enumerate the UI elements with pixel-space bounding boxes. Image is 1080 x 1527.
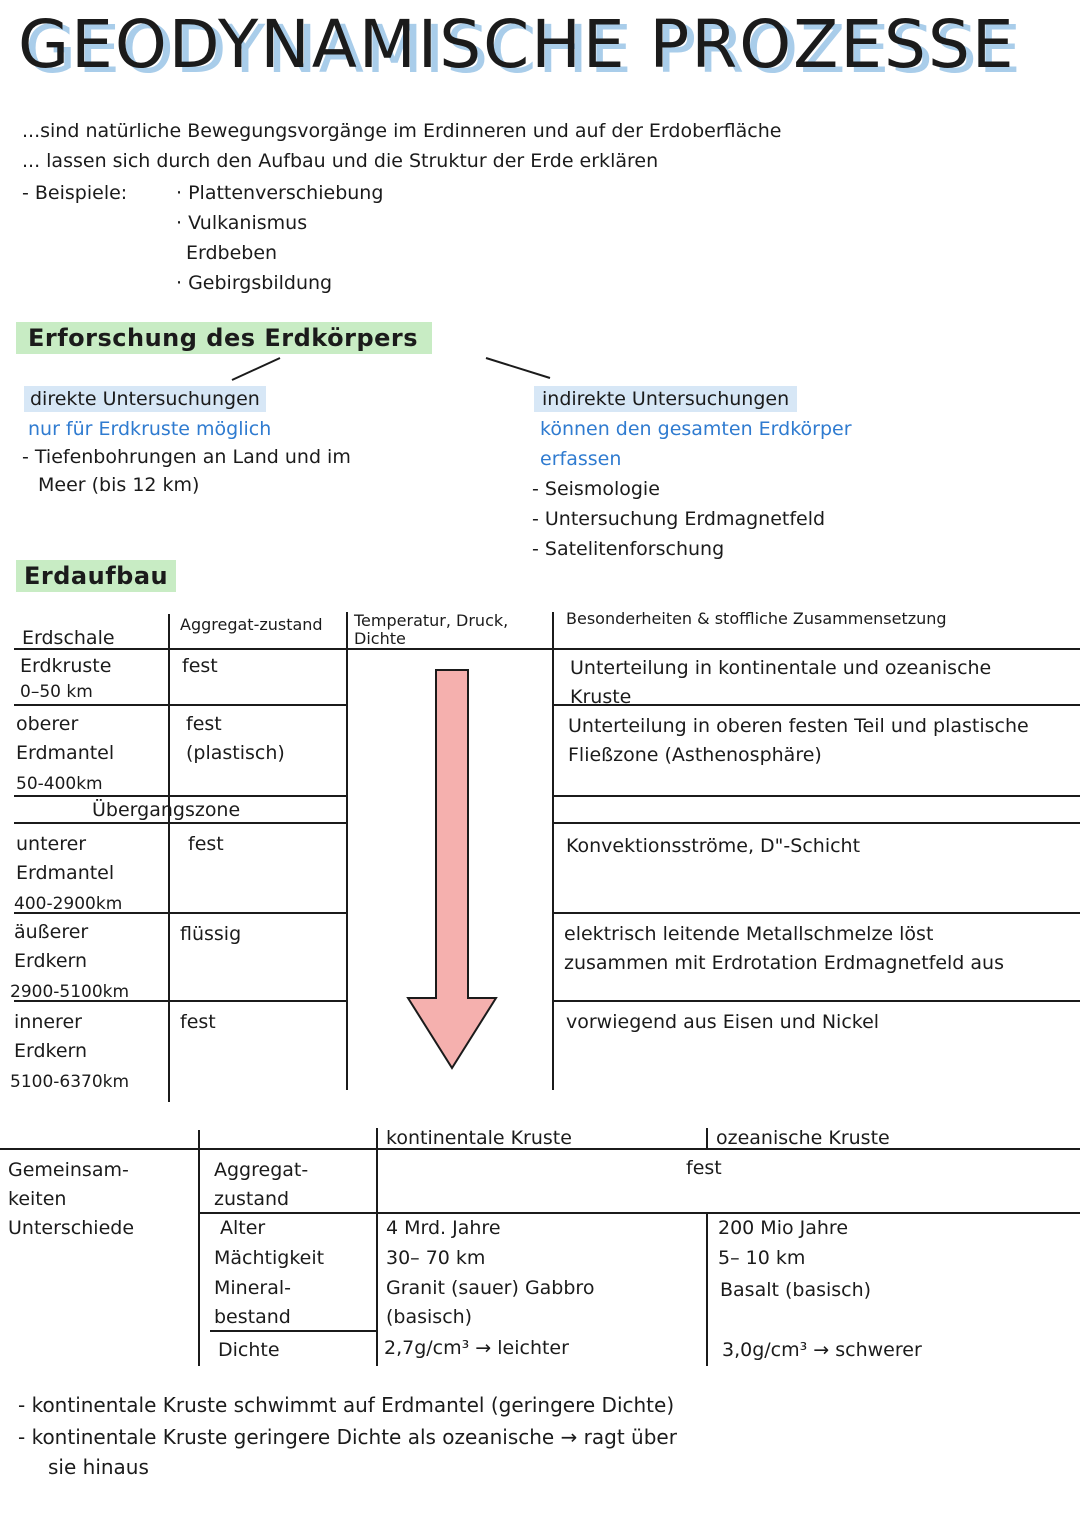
increase-arrow bbox=[400, 668, 504, 1074]
crust-oce-value: Basalt (basisch) bbox=[720, 1279, 872, 1301]
research-heading: Erforschung des Erdkörpers bbox=[16, 322, 432, 354]
crust-row-label: Mächtigkeit bbox=[214, 1247, 325, 1269]
table-rule bbox=[14, 648, 1080, 650]
crust-row-label: Dichte bbox=[218, 1339, 280, 1361]
diff-label: Unterschiede bbox=[8, 1217, 135, 1239]
crust-oce-value: 3,0g/cm³ → schwerer bbox=[722, 1339, 922, 1361]
indirect-item: - Satelitenforschung bbox=[532, 538, 725, 560]
example-item: · Plattenverschiebung bbox=[176, 182, 384, 204]
direct-line: - Tiefenbohrungen an Land und im bbox=[22, 446, 351, 468]
col-continental: kontinentale Kruste bbox=[386, 1127, 572, 1149]
note-line: - kontinentale Kruste geringere Dichte als ozeanische → ragt über bbox=[18, 1425, 677, 1449]
indirect-note: erfassen bbox=[540, 448, 622, 470]
crust-cont-value: Granit (sauer) Gabbro (basisch) bbox=[386, 1277, 595, 1328]
col-oceanic: ozeanische Kruste bbox=[716, 1127, 890, 1149]
layer-name: äußerer Erdkern bbox=[14, 921, 89, 972]
example-item: · Vulkanismus bbox=[176, 212, 308, 234]
direct-note: nur für Erdkruste möglich bbox=[28, 418, 272, 440]
example-item: Erdbeben bbox=[186, 242, 278, 264]
layer-depth: 0–50 km bbox=[20, 682, 93, 702]
layer-state: fest (plastisch) bbox=[186, 713, 285, 764]
layer-state: fest bbox=[180, 1011, 216, 1033]
table-rule bbox=[552, 912, 1080, 914]
common-label: Gemeinsam-keiten bbox=[8, 1159, 129, 1210]
crust-row-label: Alter bbox=[220, 1217, 266, 1239]
layer-special: vorwiegend aus Eisen und Nickel bbox=[566, 1011, 880, 1033]
layer-state: fest bbox=[188, 833, 224, 855]
indirect-note: können den gesamten Erdkörper bbox=[540, 418, 852, 440]
table-divider bbox=[346, 612, 348, 1090]
indirect-item: - Seismologie bbox=[532, 478, 660, 500]
transition-zone: Übergangszone bbox=[92, 799, 241, 821]
crust-cont-value: 2,7g/cm³ → leichter bbox=[384, 1337, 569, 1359]
crust-divider bbox=[706, 1212, 708, 1366]
table-rule bbox=[552, 795, 1080, 797]
crust-divider bbox=[706, 1128, 708, 1150]
note-line: sie hinaus bbox=[48, 1455, 149, 1479]
layer-depth: 2900-5100km bbox=[10, 982, 130, 1002]
examples-label: - Beispiele: bbox=[22, 182, 128, 204]
layer-state: flüssig bbox=[180, 923, 242, 945]
layer-depth: 400-2900km bbox=[14, 894, 123, 914]
layer-name: Erdkruste bbox=[20, 655, 112, 677]
crust-cont-value: 30– 70 km bbox=[386, 1247, 486, 1269]
layer-depth: 5100-6370km bbox=[10, 1072, 130, 1092]
direct-title: direkte Untersuchungen bbox=[24, 386, 266, 412]
header-layer: Erdschale bbox=[22, 627, 115, 649]
crust-divider bbox=[198, 1130, 200, 1366]
crust-row-label: Mineral-bestand bbox=[214, 1277, 291, 1328]
layer-name: oberer Erdmantel bbox=[16, 713, 115, 764]
table-divider bbox=[552, 612, 554, 1090]
layer-name: innerer Erdkern bbox=[14, 1011, 88, 1062]
indirect-title: indirekte Untersuchungen bbox=[534, 386, 797, 412]
layer-special: Konvektionsströme, D"-Schicht bbox=[566, 835, 861, 857]
state-label: Aggregat-zustand bbox=[214, 1159, 309, 1210]
crust-oce-value: 5– 10 km bbox=[718, 1247, 806, 1269]
note-line: - kontinentale Kruste schwimmt auf Erdmantel (geringere Dichte) bbox=[18, 1393, 675, 1417]
header-special: Besonderheiten & stoffliche Zusammensetzung bbox=[566, 609, 947, 628]
table-divider bbox=[168, 614, 170, 1102]
layer-special: Unterteilung in oberen festen Teil und plastische Fließzone (Asthenosphäre) bbox=[568, 715, 1029, 766]
layer-state: fest bbox=[182, 655, 218, 677]
header-tpd: Temperatur, Druck, Dichte bbox=[354, 611, 509, 648]
header-state: Aggregat-zustand bbox=[180, 615, 323, 634]
layer-special: elektrisch leitende Metallschmelze löst zusammen mit Erdrotation Erdmagnetfeld aus bbox=[564, 923, 1004, 974]
layer-special: Unterteilung in kontinentale und ozeanische Kruste bbox=[570, 657, 992, 708]
indirect-item: - Untersuchung Erdmagnetfeld bbox=[532, 508, 826, 530]
layer-name: unterer Erdmantel bbox=[16, 833, 115, 884]
crust-cont-value: 4 Mrd. Jahre bbox=[386, 1217, 501, 1239]
direct-line: Meer (bis 12 km) bbox=[38, 474, 200, 496]
intro-line-1: ...sind natürliche Bewegungsvorgänge im Erdinneren und auf der Erdoberfläche bbox=[22, 120, 782, 142]
example-item: · Gebirgsbildung bbox=[176, 272, 333, 294]
page-title: GEODYNAMISCHE PROZESSE bbox=[18, 6, 1016, 83]
intro-line-2: ... lassen sich durch den Aufbau und die Struktur der Erde erklären bbox=[22, 150, 659, 172]
layer-depth: 50-400km bbox=[16, 774, 103, 794]
table-rule bbox=[552, 822, 1080, 824]
structure-heading: Erdaufbau bbox=[16, 560, 176, 592]
state-value: fest bbox=[686, 1157, 722, 1179]
crust-oce-value: 200 Mio Jahre bbox=[718, 1217, 849, 1239]
crust-divider bbox=[376, 1128, 378, 1366]
table-rule bbox=[552, 1000, 1080, 1002]
